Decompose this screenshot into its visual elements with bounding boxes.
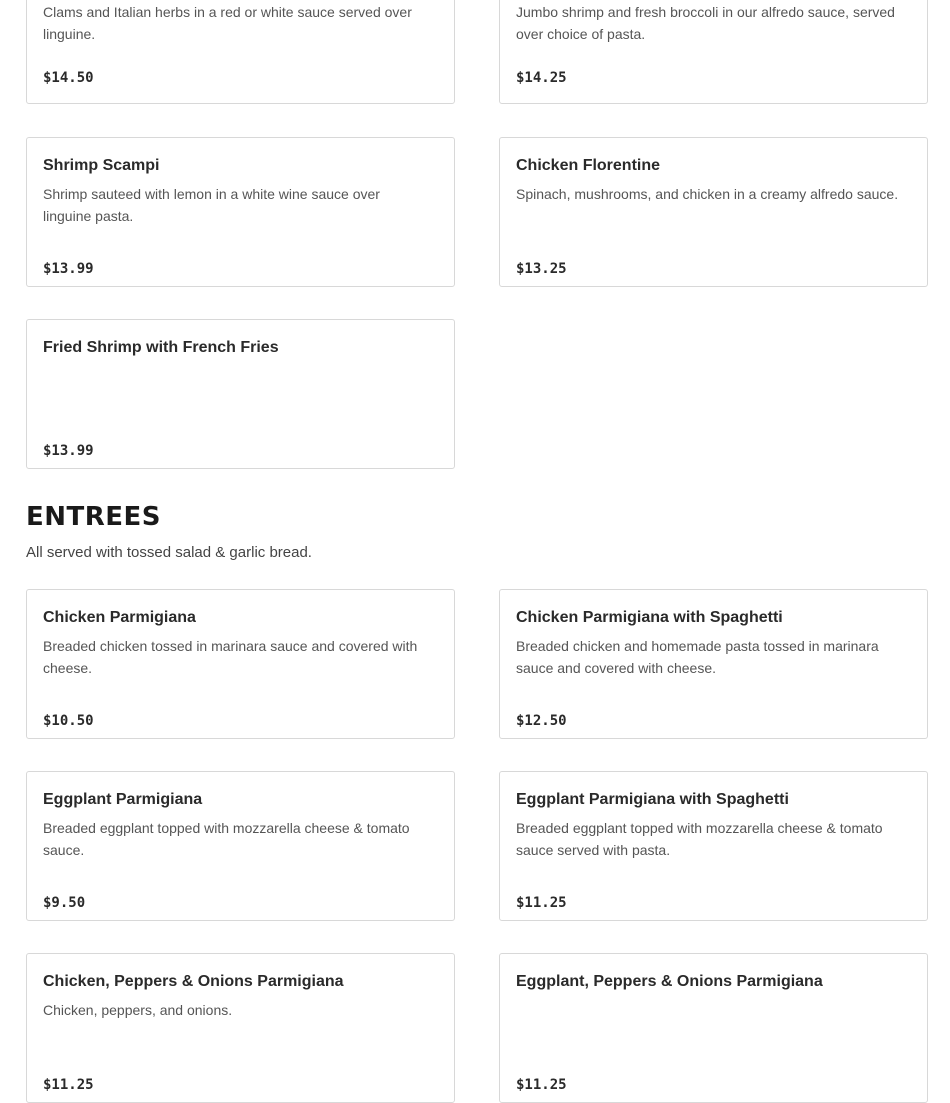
menu-item-price: $9.50: [43, 895, 86, 911]
menu-item-price: $11.25: [516, 1077, 567, 1093]
menu-item-card[interactable]: [499, 953, 928, 1103]
menu-item-description: Breaded chicken and homemade pasta tossed in marinara sauce and covered with cheese.: [516, 638, 879, 676]
menu-item-price: $13.99: [43, 443, 94, 459]
menu-item-card[interactable]: [26, 953, 455, 1103]
menu-item-card[interactable]: [499, 0, 928, 104]
menu-item-card[interactable]: [499, 589, 928, 739]
menu-item-name: Chicken Parmigiana: [43, 609, 196, 626]
menu-item-description: Jumbo shrimp and fresh broccoli in our alfredo sauce, served over choice of pasta.: [516, 4, 895, 42]
menu-item-description: Spinach, mushrooms, and chicken in a creamy alfredo sauce.: [516, 186, 899, 202]
menu-item-card[interactable]: [26, 589, 455, 739]
menu-item-price: $10.50: [43, 713, 94, 729]
menu-item-price: $14.25: [516, 70, 567, 86]
menu-item-name: Chicken Parmigiana with Spaghetti: [516, 609, 783, 626]
menu-item-price: $11.25: [43, 1077, 94, 1093]
menu-item-card[interactable]: [26, 771, 455, 921]
menu-item-price: $11.25: [516, 895, 567, 911]
menu-item-description: Breaded eggplant topped with mozzarella cheese & tomato sauce.: [43, 820, 410, 858]
menu-item-price: $13.25: [516, 261, 567, 277]
menu-item-card[interactable]: [26, 137, 455, 287]
section-title-entrees: ENTREES: [26, 502, 162, 532]
menu-item-description: Breaded eggplant topped with mozzarella cheese & tomato sauce served with pasta.: [516, 820, 883, 858]
menu-item-description: Breaded chicken tossed in marinara sauce and covered with cheese.: [43, 638, 418, 676]
menu-item-name: Chicken Florentine: [516, 157, 661, 174]
menu-item-price: $12.50: [516, 713, 567, 729]
menu-item-description: Shrimp sauteed with lemon in a white wine sauce over linguine pasta.: [43, 186, 380, 224]
menu-item-description: Chicken, peppers, and onions.: [43, 1002, 233, 1018]
menu-item-price: $14.50: [43, 70, 94, 86]
menu-item-description: Clams and Italian herbs in a red or white sauce served over linguine.: [43, 4, 412, 42]
menu-item-card[interactable]: [26, 319, 455, 469]
menu-item-name: Eggplant Parmigiana with Spaghetti: [516, 791, 789, 808]
menu-item-name: Eggplant Parmigiana: [43, 791, 203, 808]
menu-item-card[interactable]: [499, 771, 928, 921]
menu-item-name: Fried Shrimp with French Fries: [43, 339, 279, 356]
menu-item-card[interactable]: [26, 0, 455, 104]
menu-item-name: Chicken, Peppers & Onions Parmigiana: [43, 973, 344, 990]
menu-item-name: Eggplant, Peppers & Onions Parmigiana: [516, 973, 823, 990]
menu-item-name: Shrimp Scampi: [43, 157, 160, 174]
menu-item-card[interactable]: [499, 137, 928, 287]
section-subtitle: All served with tossed salad & garlic bread.: [26, 544, 312, 561]
menu-item-price: $13.99: [43, 261, 94, 277]
